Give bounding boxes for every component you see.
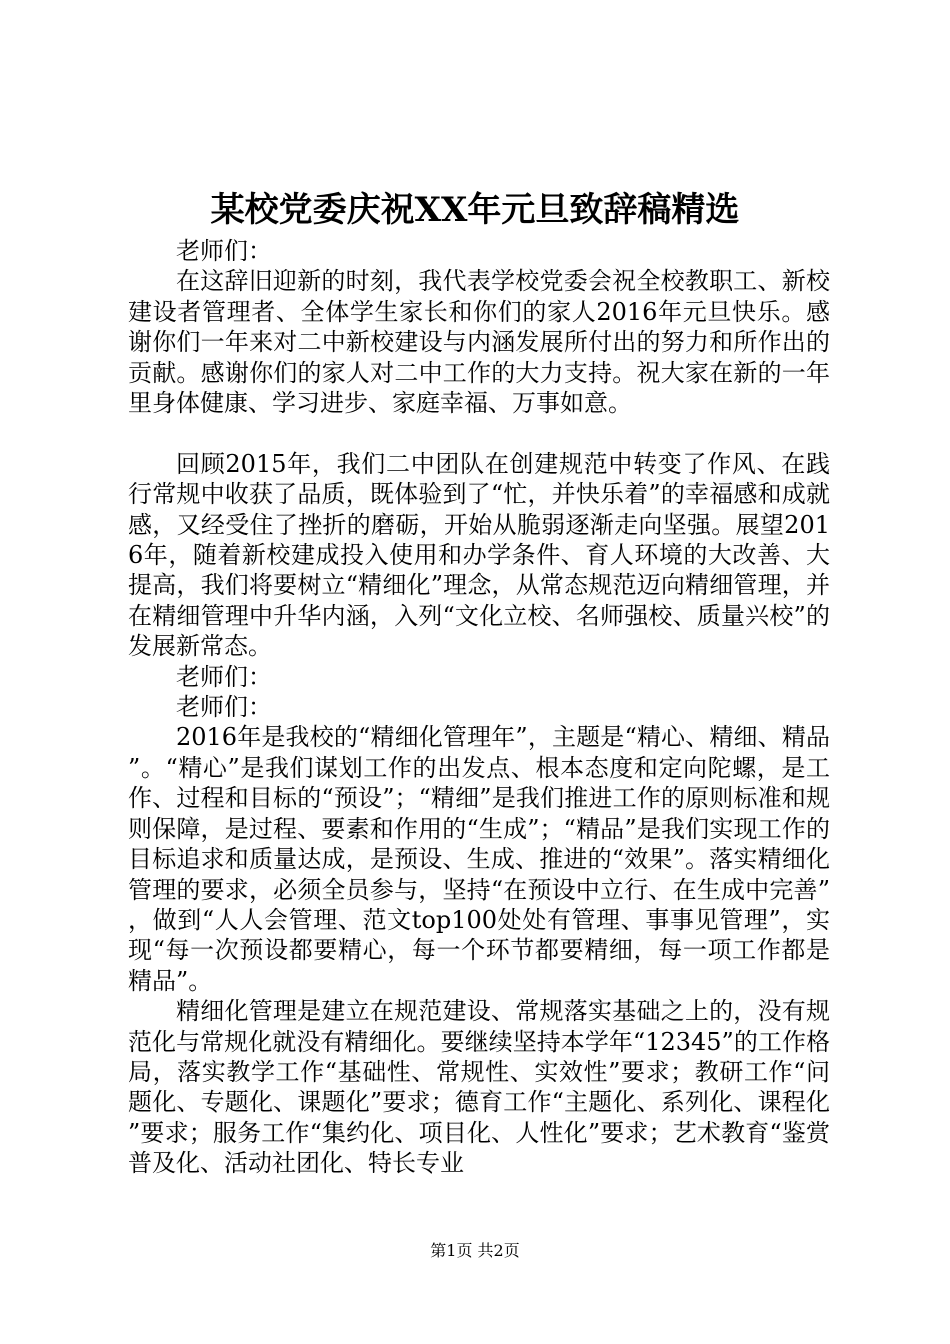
salutation: 老师们： (176, 662, 272, 691)
paragraph-management-year: 2016年是我校的“精细化管理年”，主题是“精心、精细、精品”。“精心”是我们谋划工作的出发点、根本态度和定向陀螺，是工作、过程和目标的“预设”；“精细”是我们推进工作的原则标准和规则保障，是过程、要素和作用的“生成”；“精品”是我们实现工作的目标追求和质量达成，是预设、生成、推进的“效果”。落实精细化管理的要求，必须全员参与，坚持“在预设中立行、在生成中完善”，做到“人人会管理、范文top100处处有管理、事事见管理”，实现“每一次预设都要精心，每一个环节都要精细，每一项工作都是精品”。 (128, 723, 830, 995)
salutation: 老师们： (176, 693, 272, 722)
document-title: 某校党委庆祝XX年元旦致辞稿精选 (210, 190, 740, 230)
page-number: 第1页 共2页 (430, 1241, 520, 1260)
salutation: 老师们： (176, 237, 272, 265)
paragraph-review: 回顾2015年，我们二中团队在创建规范中转变了作风、在践行常规中收获了品质，既体验到了“忙，并快乐着”的幸福感和成就感，又经受住了挫折的磨砺，开始从脆弱逐渐走向坚强。展望2016年，随着新校建成投入使用和办学条件、育人环境的大改善、大提高，我们将要树立“精细化”理念，从常态规范迈向精细管理，并在精细管理中升华内涵，入列“文化立校、名师强校、质量兴校”的发展新常态。 (128, 449, 830, 661)
document-body (128, 236, 830, 1179)
paragraph-greeting: 在这辞旧迎新的时刻，我代表学校党委会祝全校教职工、新校建设者管理者、全体学生家长和你们的家人2016年元旦快乐。感谢你们一年来对二中新校建设与内涵发展所付出的努力和所作出的贡献。感谢你们的家人对二中工作的大力支持。祝大家在新的一年里身体健康、学习进步、家庭幸福、万事如意。 (128, 267, 830, 418)
paragraph-fine-management: 精细化管理是建立在规范建设、常规落实基础之上的，没有规范化与常规化就没有精细化。要继续坚持本学年“12345”的工作格局，落实教学工作“基础性、常规性、实效性”要求；教研工作“问题化、专题化、课题化”要求；德育工作“主题化、系列化、课程化”要求；服务工作“集约化、项目化、人性化”要求；艺术教育“鉴赏普及化、活动社团化、特长专业 (128, 997, 830, 1178)
